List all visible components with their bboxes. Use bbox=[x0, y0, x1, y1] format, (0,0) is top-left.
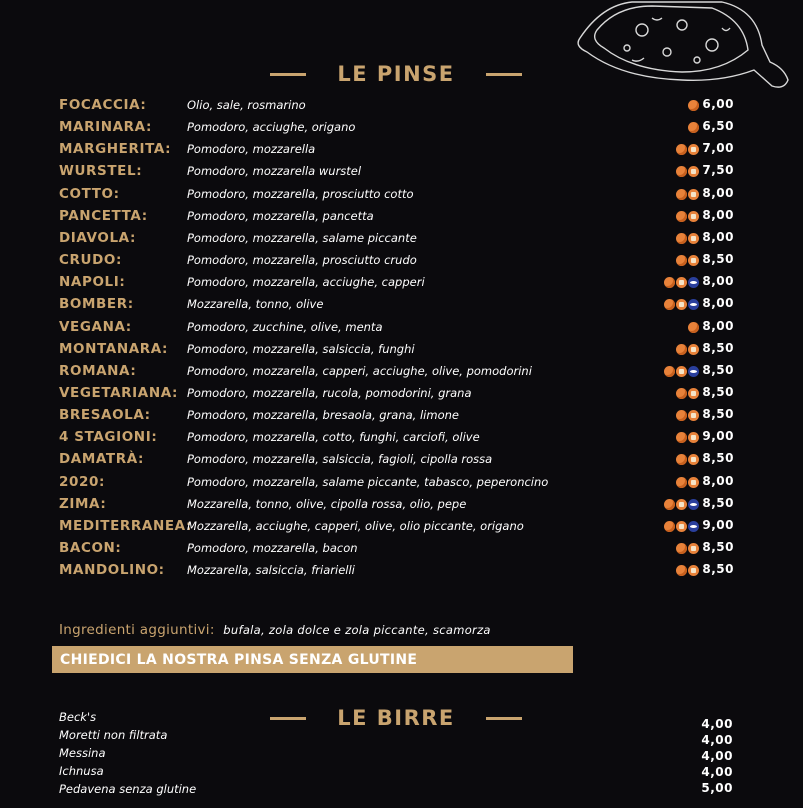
allergen-icons bbox=[676, 477, 699, 489]
beer-price: 4,00 bbox=[701, 765, 733, 779]
menu-item bbox=[59, 341, 739, 361]
mozzarella-icon bbox=[688, 543, 699, 554]
allergen-icons bbox=[688, 122, 699, 134]
beer-price: 4,00 bbox=[701, 733, 733, 747]
item-price: 8,50 bbox=[702, 495, 734, 510]
item-description: Pomodoro, mozzarella, prosciutto crudo bbox=[187, 253, 417, 268]
menu-item bbox=[59, 252, 739, 272]
beer-name: Pedavena senza glutine bbox=[59, 782, 197, 796]
item-name: BOMBER: bbox=[59, 296, 134, 313]
item-name: DAMATRÀ: bbox=[59, 451, 144, 468]
item-price: 8,00 bbox=[702, 207, 734, 222]
item-price: 7,50 bbox=[702, 163, 734, 178]
section-header-pinse bbox=[270, 60, 522, 88]
beer-name-list bbox=[59, 708, 196, 798]
mozzarella-icon bbox=[688, 410, 699, 421]
mozzarella-icon bbox=[688, 211, 699, 222]
item-description: Pomodoro, acciughe, origano bbox=[187, 120, 356, 135]
tomato-icon bbox=[664, 366, 675, 377]
menu-item bbox=[59, 451, 739, 471]
menu-item bbox=[59, 474, 739, 494]
menu-item bbox=[59, 296, 739, 316]
item-description: Pomodoro, mozzarella, bresaola, grana, limone bbox=[187, 408, 459, 423]
mozzarella-icon bbox=[676, 499, 687, 510]
allergen-icons bbox=[688, 100, 699, 112]
menu-item bbox=[59, 319, 739, 339]
allergen-icons bbox=[664, 499, 699, 511]
mozzarella-icon bbox=[688, 166, 699, 177]
mozzarella-icon bbox=[688, 565, 699, 576]
item-name: PANCETTA: bbox=[59, 207, 148, 224]
allergen-icons bbox=[676, 344, 699, 356]
item-description: Pomodoro, mozzarella, cotto, funghi, carciofi, olive bbox=[187, 430, 480, 445]
item-name: MARINARA: bbox=[59, 119, 152, 136]
item-description: Pomodoro, mozzarella, prosciutto cotto bbox=[187, 186, 414, 201]
tomato-icon bbox=[664, 499, 675, 510]
menu-item bbox=[59, 385, 739, 405]
tomato-icon bbox=[676, 166, 687, 177]
item-price: 8,50 bbox=[702, 340, 734, 355]
menu-item bbox=[59, 186, 739, 206]
item-description: Pomodoro, mozzarella, salame piccante, tabasco, peperoncino bbox=[187, 474, 549, 489]
allergen-icons bbox=[664, 277, 699, 289]
item-price: 8,50 bbox=[702, 252, 734, 267]
menu-item bbox=[59, 274, 739, 294]
title-dash-right bbox=[486, 73, 522, 76]
mozzarella-icon bbox=[688, 388, 699, 399]
item-description: Mozzarella, tonno, olive, cipolla rossa, olio, pepe bbox=[187, 496, 467, 511]
tomato-icon bbox=[676, 543, 687, 554]
gluten-free-banner: CHIEDICI LA NOSTRA PINSA SENZA GLUTINE bbox=[52, 646, 573, 673]
item-description: Pomodoro, mozzarella, salsiccia, funghi bbox=[187, 341, 415, 356]
menu-item bbox=[59, 208, 739, 228]
beer-name: Beck's bbox=[59, 710, 97, 724]
item-name: FOCACCIA: bbox=[59, 97, 147, 113]
allergen-icons bbox=[676, 189, 699, 201]
mozzarella-icon bbox=[676, 277, 687, 288]
tomato-icon bbox=[688, 322, 699, 333]
item-price: 8,00 bbox=[702, 185, 734, 200]
menu-item bbox=[59, 540, 739, 560]
mozzarella-icon bbox=[688, 477, 699, 488]
item-price: 6,00 bbox=[702, 97, 734, 111]
extra-ingredients-value: bufala, zola dolce e zola piccante, scamorza bbox=[223, 623, 491, 637]
item-name: 2020: bbox=[59, 473, 105, 490]
menu-item bbox=[59, 562, 739, 582]
item-name: ZIMA: bbox=[59, 495, 107, 512]
item-name: DIAVOLA: bbox=[59, 229, 136, 246]
item-description: Pomodoro, mozzarella, bacon bbox=[187, 541, 358, 555]
allergen-icons bbox=[676, 388, 699, 400]
menu-item bbox=[59, 163, 739, 183]
tomato-icon bbox=[688, 100, 699, 111]
tomato-icon bbox=[676, 454, 687, 465]
item-price: 9,00 bbox=[702, 429, 734, 444]
item-name: MANDOLINO: bbox=[59, 562, 165, 579]
fish-icon bbox=[688, 366, 699, 377]
pizza-board-illustration bbox=[572, 0, 792, 95]
menu-item bbox=[59, 407, 739, 427]
tomato-icon bbox=[664, 277, 675, 288]
item-price: 7,00 bbox=[702, 141, 734, 156]
title-dash-right bbox=[486, 717, 522, 720]
item-price: 8,50 bbox=[702, 362, 734, 377]
tomato-icon bbox=[676, 255, 687, 266]
item-name: COTTO: bbox=[59, 185, 120, 202]
tomato-icon bbox=[676, 344, 687, 355]
item-description: Mozzarella, tonno, olive bbox=[187, 297, 324, 312]
tomato-icon bbox=[664, 521, 675, 532]
item-description: Olio, sale, rosmarino bbox=[187, 98, 306, 112]
item-price: 8,50 bbox=[702, 451, 734, 466]
item-price: 8,00 bbox=[702, 229, 734, 244]
tomato-icon bbox=[676, 388, 687, 399]
item-name: MEDITERRANEA: bbox=[59, 517, 192, 534]
tomato-icon bbox=[676, 233, 687, 244]
beer-name: Moretti non filtrata bbox=[59, 728, 168, 742]
section-header-birre bbox=[270, 704, 522, 732]
allergen-icons bbox=[676, 255, 699, 267]
item-name: NAPOLI: bbox=[59, 274, 126, 291]
mozzarella-icon bbox=[688, 454, 699, 465]
allergen-icons bbox=[676, 543, 699, 555]
menu-item bbox=[59, 496, 739, 516]
mozzarella-icon bbox=[688, 144, 699, 155]
mozzarella-icon bbox=[688, 255, 699, 266]
item-description: Pomodoro, mozzarella wurstel bbox=[187, 164, 362, 179]
allergen-icons bbox=[664, 521, 699, 533]
beer-name: Ichnusa bbox=[59, 764, 104, 778]
item-description: Pomodoro, mozzarella, pancetta bbox=[187, 208, 374, 223]
tomato-icon bbox=[676, 565, 687, 576]
item-description: Pomodoro, mozzarella bbox=[187, 142, 316, 157]
allergen-icons bbox=[676, 410, 699, 422]
item-name: VEGANA: bbox=[59, 318, 132, 335]
title-dash-left bbox=[270, 73, 306, 76]
tomato-icon bbox=[664, 299, 675, 310]
allergen-icons bbox=[676, 166, 699, 178]
item-price: 8,50 bbox=[702, 407, 734, 422]
item-name: BRESAOLA: bbox=[59, 407, 151, 424]
item-description: Pomodoro, zucchine, olive, menta bbox=[187, 319, 383, 334]
item-name: VEGETARIANA: bbox=[59, 384, 179, 401]
fish-icon bbox=[688, 277, 699, 288]
mozzarella-icon bbox=[676, 299, 687, 310]
section-title: LE BIRRE bbox=[337, 706, 455, 730]
mozzarella-icon bbox=[688, 344, 699, 355]
item-name: MARGHERITA: bbox=[59, 141, 172, 158]
item-price: 8,50 bbox=[702, 384, 734, 399]
beer-price-list bbox=[701, 716, 733, 796]
fish-icon bbox=[688, 521, 699, 532]
allergen-icons bbox=[676, 211, 699, 223]
item-price: 8,00 bbox=[702, 296, 734, 311]
tomato-icon bbox=[676, 410, 687, 421]
item-description: Pomodoro, mozzarella, acciughe, capperi bbox=[187, 275, 425, 290]
allergen-icons bbox=[676, 454, 699, 466]
allergen-icons bbox=[676, 432, 699, 444]
item-description: Pomodoro, mozzarella, salsiccia, fagioli, cipolla rossa bbox=[187, 452, 493, 467]
item-description: Mozzarella, acciughe, capperi, olive, olio piccante, origano bbox=[187, 518, 524, 533]
item-price: 6,50 bbox=[702, 119, 734, 134]
extra-ingredients bbox=[59, 622, 491, 638]
fish-icon bbox=[688, 299, 699, 310]
title-dash-left bbox=[270, 717, 306, 720]
allergen-icons bbox=[688, 322, 699, 334]
mozzarella-icon bbox=[688, 432, 699, 443]
section-title: LE PINSE bbox=[337, 62, 455, 86]
item-description: Pomodoro, mozzarella, rucola, pomodorini, grana bbox=[187, 385, 472, 400]
beer-price: 4,00 bbox=[701, 717, 733, 731]
allergen-icons bbox=[676, 233, 699, 245]
item-name: WURSTEL: bbox=[59, 163, 143, 180]
item-name: CRUDO: bbox=[59, 252, 122, 269]
mozzarella-icon bbox=[688, 233, 699, 244]
tomato-icon bbox=[676, 189, 687, 200]
beer-price: 4,00 bbox=[701, 749, 733, 763]
menu-item bbox=[59, 97, 739, 117]
allergen-icons bbox=[676, 565, 699, 577]
mozzarella-icon bbox=[676, 521, 687, 532]
item-price: 8,50 bbox=[702, 540, 734, 554]
item-description: Pomodoro, mozzarella, salame piccante bbox=[187, 230, 417, 245]
item-price: 8,00 bbox=[702, 473, 734, 488]
tomato-icon bbox=[676, 144, 687, 155]
beer-price: 5,00 bbox=[701, 781, 733, 795]
allergen-icons bbox=[664, 366, 699, 378]
beer-name: Messina bbox=[59, 746, 106, 760]
menu-item bbox=[59, 518, 739, 538]
tomato-icon bbox=[676, 477, 687, 488]
item-name: 4 STAGIONI: bbox=[59, 429, 158, 446]
item-price: 8,00 bbox=[702, 274, 734, 289]
item-price: 9,00 bbox=[702, 517, 734, 532]
item-description: Mozzarella, salsiccia, friarielli bbox=[187, 563, 355, 578]
item-name: ROMANA: bbox=[59, 362, 137, 379]
item-name: MONTANARA: bbox=[59, 340, 169, 357]
item-price: 8,50 bbox=[702, 562, 734, 577]
menu-item bbox=[59, 119, 739, 139]
item-description: Pomodoro, mozzarella, capperi, acciughe, olive, pomodorini bbox=[187, 363, 532, 378]
tomato-icon bbox=[676, 432, 687, 443]
tomato-icon bbox=[676, 211, 687, 222]
menu-item bbox=[59, 429, 739, 449]
item-name: BACON: bbox=[59, 540, 122, 556]
tomato-icon bbox=[688, 122, 699, 133]
mozzarella-icon bbox=[688, 189, 699, 200]
allergen-icons bbox=[676, 144, 699, 156]
item-price: 8,00 bbox=[702, 318, 734, 333]
menu-item bbox=[59, 230, 739, 250]
allergen-icons bbox=[664, 299, 699, 311]
menu-item bbox=[59, 141, 739, 161]
extra-ingredients-label: Ingredienti aggiuntivi: bbox=[59, 622, 215, 638]
fish-icon bbox=[688, 499, 699, 510]
mozzarella-icon bbox=[676, 366, 687, 377]
menu-item bbox=[59, 363, 739, 383]
